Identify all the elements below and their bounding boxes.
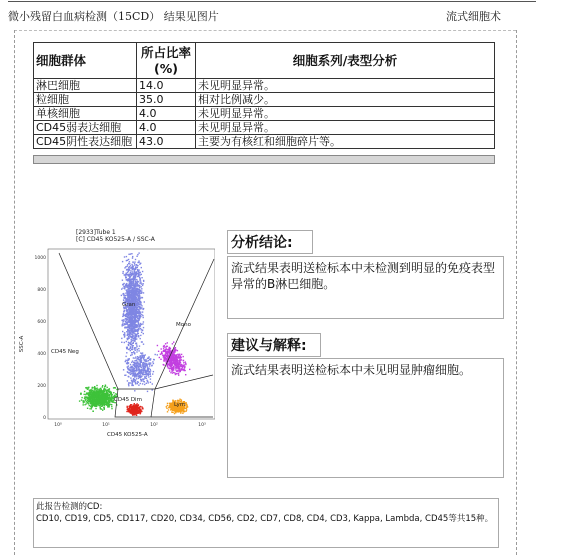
header-rule [8, 1, 536, 2]
conclusion-title: 分析结论: [227, 230, 313, 254]
gate-label-cd45neg: CD45 Neg [51, 349, 79, 355]
cd-list-box [33, 498, 499, 548]
col-header-percent-line2: (%) [154, 60, 178, 76]
cell-group: CD45弱表达细胞 [34, 121, 137, 135]
conclusion-text: 流式结果表明送检标本中未检测到明显的免疫表型异常的B淋巴细胞。 [227, 256, 504, 319]
x-tick-label: 10¹ [102, 423, 110, 428]
y-tick-label: 1000 [34, 256, 46, 261]
col-header-analysis: 细胞系列/表型分析 [196, 43, 495, 79]
table-row [34, 121, 495, 135]
x-tick-label: 10⁰ [54, 423, 62, 428]
table-header-row [34, 43, 495, 79]
y-tick-label: 200 [37, 384, 46, 389]
method-title: 流式细胞术 [446, 10, 501, 23]
cell-group: 单核细胞 [34, 107, 137, 121]
cd-list-text: CD10, CD19, CD5, CD117, CD20, CD34, CD56, CD2, CD7, CD8, CD4, CD3, Kappa, Lambda, CD45等共15种。 [36, 514, 494, 524]
cell-percent: 35.0 [137, 93, 196, 107]
cell-group: CD45阴性表达细胞 [34, 135, 137, 149]
table-row [34, 79, 495, 93]
table-row [34, 107, 495, 121]
gate-label-lym: Lym [174, 402, 186, 408]
table-footer-bar [33, 155, 495, 164]
cell-analysis: 未见明显异常。 [196, 121, 495, 135]
cell-analysis: 相对比例减少。 [196, 93, 495, 107]
advice-title: 建议与解释: [227, 333, 321, 357]
y-tick-label: 0 [43, 416, 46, 421]
cell-analysis: 未见明显异常。 [196, 107, 495, 121]
frame-right [516, 30, 517, 555]
y-tick-label: 600 [37, 320, 46, 325]
cell-percent: 4.0 [137, 121, 196, 135]
plot-title [76, 229, 155, 243]
cell-group: 淋巴细胞 [34, 79, 137, 93]
advice-text: 流式结果表明送检标本中未见明显肿瘤细胞。 [227, 358, 504, 478]
frame-top [14, 30, 516, 31]
col-header-percent [137, 43, 196, 79]
gate-label-mono: Mono [176, 322, 191, 328]
cell-analysis: 未见明显异常。 [196, 79, 495, 93]
y-tick-label: 400 [37, 352, 46, 357]
population-table [33, 42, 495, 149]
cd-list-label: 此报告检测的CD: [36, 502, 103, 512]
col-header-percent-line1: 所占比率 [140, 44, 191, 60]
cell-percent: 4.0 [137, 107, 196, 121]
plot-title-line1: [2933]Tube 1 [76, 229, 116, 236]
table-row [34, 93, 495, 107]
cell-percent: 14.0 [137, 79, 196, 93]
plot-title-line2: [C] CD45 KO525-A / SSC-A [76, 236, 155, 243]
gate-label-cd45dim: CD45 Dim [114, 397, 142, 403]
plot-ylabel: SSC-A [19, 335, 26, 353]
x-tick-label: 10³ [198, 423, 206, 428]
flow-cytometry-plot [14, 229, 215, 439]
cell-percent: 43.0 [137, 135, 196, 149]
y-tick-label: 800 [37, 288, 46, 293]
cell-group: 粒细胞 [34, 93, 137, 107]
plot-xlabel: CD45 KO525-A [107, 432, 148, 438]
cell-analysis: 主要为有核红和细胞碎片等。 [196, 135, 495, 149]
col-header-group: 细胞群体 [34, 43, 137, 79]
table-row [34, 135, 495, 149]
gate-label-gran: Gran [122, 302, 136, 308]
report-title: 微小残留白血病检测（15CD） 结果见图片 [8, 10, 219, 23]
x-tick-label: 10² [150, 423, 158, 428]
